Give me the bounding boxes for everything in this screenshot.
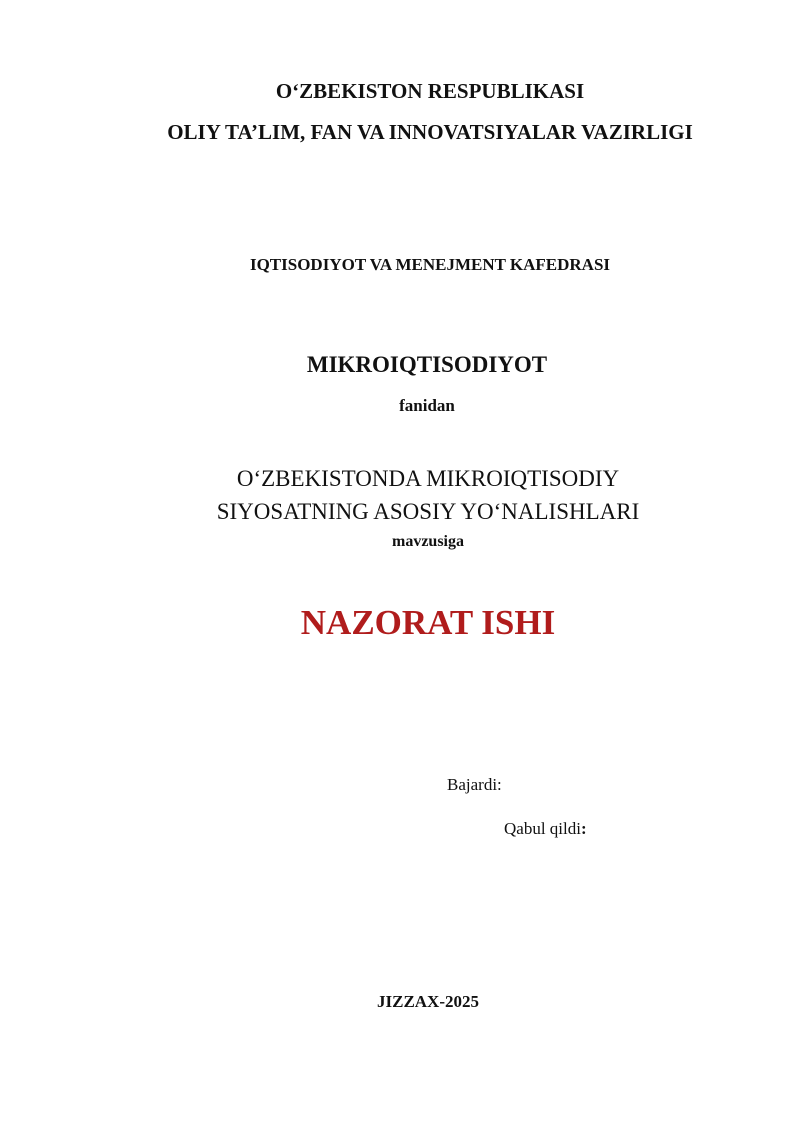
accepted-by-colon: :	[580, 819, 587, 838]
topic-suffix: mavzusiga	[392, 533, 464, 550]
city-year: JIZZAX-2025	[376, 992, 479, 1011]
topic-line-1: O‘ZBEKISTONDA MIKROIQTISODIY	[236, 466, 620, 491]
ministry-line-2: OLIY TA’LIM, FAN VA INNOVATSIYALAR VAZIRLIGI	[167, 120, 693, 144]
department-name: IQTISODIYOT VA MENEJMENT KAFEDRASI	[249, 255, 611, 274]
accepted-by-text: Qabul qildi	[504, 819, 581, 838]
document-type-title: NAZORAT ISHI	[300, 603, 556, 642]
subject-name: MIKROIQTISODIYOT	[306, 352, 548, 377]
accepted-by-label	[504, 819, 587, 839]
subject-suffix: fanidan	[399, 396, 455, 415]
topic-line-2: SIYOSATNING ASOSIY YO‘NALISHLARI	[216, 499, 640, 524]
performed-by-label: Bajardi:	[447, 775, 502, 794]
ministry-line-1: O‘ZBEKISTON RESPUBLIKASI	[275, 79, 585, 103]
